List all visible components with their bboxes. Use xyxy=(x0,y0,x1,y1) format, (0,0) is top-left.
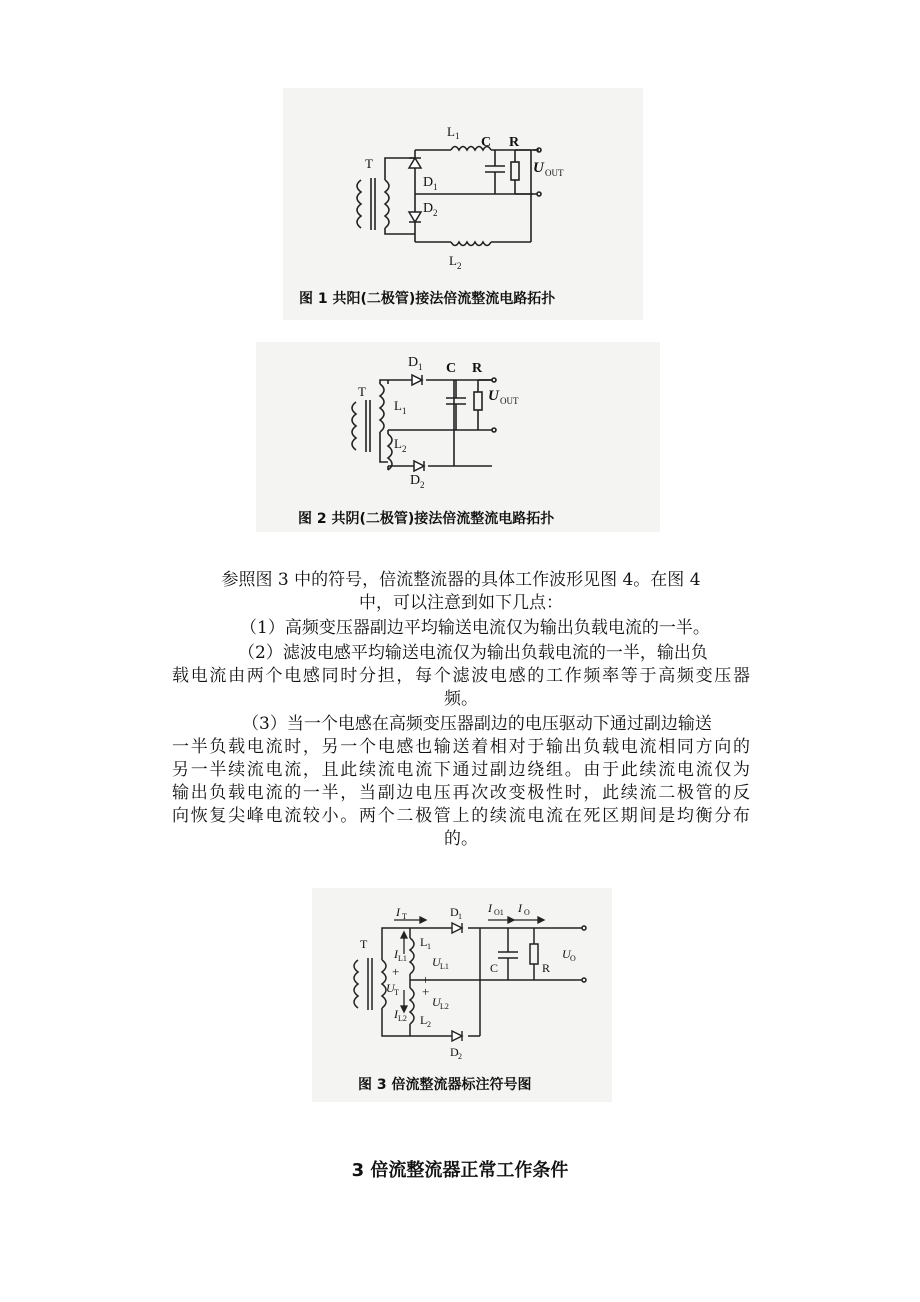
text-line: 参照图 3 中的符号，倍流整流器的具体工作波形见图 4。在图 4 xyxy=(221,570,701,590)
fig3-plus: + xyxy=(422,984,430,999)
svg-text:OUT: OUT xyxy=(500,396,519,406)
figure-1 xyxy=(283,88,643,320)
figure-3 xyxy=(312,888,612,1102)
fig2-label-D1: D xyxy=(408,355,419,370)
text-line: 另一半续流电流，且此续流电流下通过副边绕组。由于此续流电流仅为 xyxy=(172,760,750,780)
text-line: 向恢复尖峰电流较小。两个二极管上的续流电流在死区期间是均衡分布 xyxy=(172,806,750,826)
svg-text:O1: O1 xyxy=(494,908,504,917)
point-3 xyxy=(172,713,750,851)
svg-text:1: 1 xyxy=(433,182,438,192)
fig3-label-IL2: I xyxy=(394,1007,398,1021)
svg-text:OUT: OUT xyxy=(545,168,564,178)
fig2-label-C: C xyxy=(446,361,457,376)
text-line: 载电流由两个电感同时分担，每个滤波电感的工作频率等于高频变压器 xyxy=(172,666,750,686)
svg-text:2: 2 xyxy=(458,1052,462,1061)
svg-text:1: 1 xyxy=(455,131,460,141)
fig3-plus: + xyxy=(422,972,430,987)
svg-text:1: 1 xyxy=(458,912,462,921)
fig3-label-D2: D xyxy=(450,1045,459,1059)
svg-text:2: 2 xyxy=(427,1020,431,1029)
fig1-label-C: C xyxy=(481,135,492,150)
fig3-plus: + xyxy=(392,964,400,979)
fig2-label-T: T xyxy=(358,384,366,399)
fig1-label-uout: U xyxy=(533,160,544,176)
figure-1-caption: 图 1 共阳(二极管)接法倍流整流电路拓扑 xyxy=(299,291,556,307)
fig3-label-IO1: I xyxy=(488,901,492,915)
text-line: （1）高频变压器副边平均输送电流仅为输出负载电流的一半。 xyxy=(240,618,710,638)
text-line: 中，可以注意到如下几点： xyxy=(359,593,563,613)
figure-2 xyxy=(256,342,660,532)
paragraph-intro xyxy=(172,569,750,615)
fig2-label-D2: D xyxy=(410,473,421,488)
fig3-label-UO: U xyxy=(562,947,571,961)
fig1-label-R: R xyxy=(509,135,520,150)
svg-text:O: O xyxy=(570,954,576,963)
svg-text:2: 2 xyxy=(420,480,425,490)
fig3-label-UL1: U xyxy=(432,955,441,969)
fig2-label-L1: L xyxy=(394,398,402,413)
svg-text:1: 1 xyxy=(418,362,423,372)
fig1-label-L2: L xyxy=(449,253,457,268)
figure-1-circuit xyxy=(283,88,643,320)
fig3-label-UT: U xyxy=(386,981,395,995)
figure-2-circuit xyxy=(256,342,660,532)
text-line: 输出负载电流的一半，当副边电压再次改变极性时，此续流二极管的反 xyxy=(172,783,750,803)
text-line: （3）当一个电感在高频变压器副边的电压驱动下通过副边输送 xyxy=(242,714,712,734)
fig3-label-UL2: U xyxy=(432,995,441,1009)
figure-2-caption: 图 2 共阴(二极管)接法倍流整流电路拓扑 xyxy=(298,511,555,527)
svg-text:2: 2 xyxy=(457,261,462,271)
svg-text:1: 1 xyxy=(427,942,431,951)
fig3-label-IL1: I xyxy=(394,947,398,961)
fig2-label-uout: U xyxy=(488,388,499,404)
fig2-label-L2: L xyxy=(394,436,402,451)
point-1 xyxy=(172,617,750,640)
fig1-label-L1: L xyxy=(447,124,455,139)
svg-text:L1: L1 xyxy=(398,954,407,963)
fig3-label-C: C xyxy=(490,961,499,975)
svg-text:T: T xyxy=(394,988,399,997)
fig3-label-R: R xyxy=(542,961,551,975)
text-line: 的。 xyxy=(444,829,478,849)
fig1-label-D2: D xyxy=(423,201,434,216)
fig2-label-R: R xyxy=(472,361,483,376)
fig3-label-IO: I xyxy=(518,901,522,915)
svg-text:O: O xyxy=(524,908,530,917)
svg-text:2: 2 xyxy=(433,208,438,218)
svg-text:T: T xyxy=(402,912,407,921)
fig3-label-IT: I xyxy=(396,905,400,919)
svg-text:L2: L2 xyxy=(398,1014,407,1023)
fig3-label-D1: D xyxy=(450,905,459,919)
text-line: 频。 xyxy=(444,689,478,709)
fig3-label-T: T xyxy=(360,937,368,951)
svg-text:2: 2 xyxy=(402,444,407,454)
fig3-label-L2: L xyxy=(420,1013,428,1027)
section-heading: 3 倍流整流器正常工作条件 xyxy=(351,1160,569,1181)
fig1-label-T: T xyxy=(365,156,373,171)
svg-text:1: 1 xyxy=(402,406,407,416)
text-line: （2）滤波电感平均输送电流仅为输出负载电流的一半，输出负 xyxy=(238,643,708,663)
figure-3-circuit xyxy=(312,888,612,1102)
figure-3-caption: 图 3 倍流整流器标注符号图 xyxy=(358,1077,532,1093)
svg-text:L2: L2 xyxy=(440,1002,449,1011)
point-2 xyxy=(172,642,750,711)
text-line: 一半负载电流时，另一个电感也输送着相对于输出负载电流相同方向的 xyxy=(172,737,750,757)
fig3-label-L1: L xyxy=(420,935,428,949)
svg-text:L1: L1 xyxy=(440,962,449,971)
fig1-label-D1: D xyxy=(423,175,434,190)
